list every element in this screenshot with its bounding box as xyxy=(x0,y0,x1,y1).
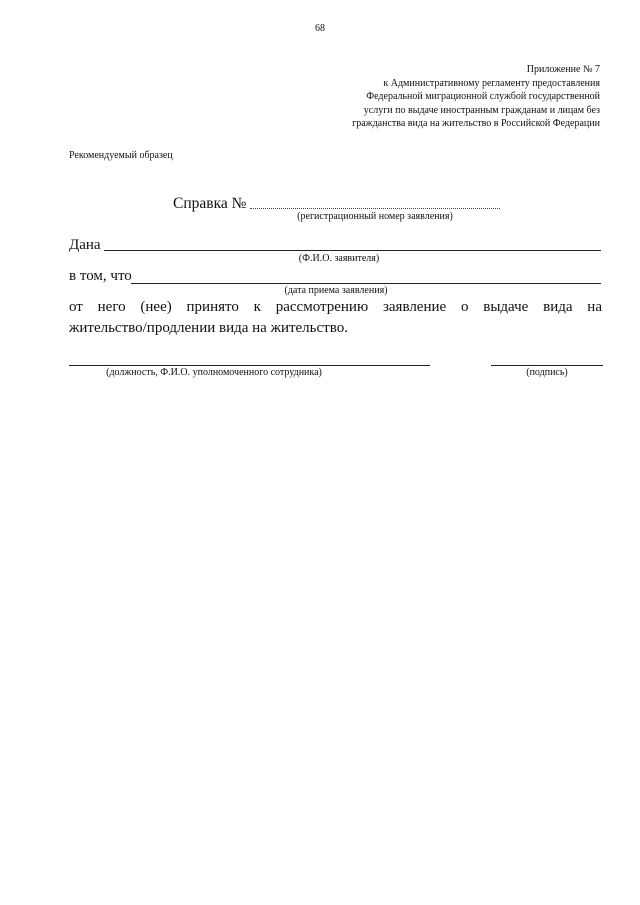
appendix-header xyxy=(280,63,600,131)
applicant-name-caption: (Ф.И.О. заявителя) xyxy=(298,253,380,264)
that-label: в том, что xyxy=(69,268,132,284)
given-label: Дана xyxy=(69,237,101,253)
application-date-caption: (дата приема заявления) xyxy=(284,285,388,296)
appendix-line: к Административному регламенту предоставления xyxy=(383,77,600,89)
body-line: от него (нее) принято к рассмотрению заявление о выдаче вида на xyxy=(69,299,602,315)
appendix-line: услуги по выдаче иностранным гражданам и лицам без xyxy=(363,104,600,116)
applicant-name-line xyxy=(104,250,601,251)
registration-number-caption: (регистрационный номер заявления) xyxy=(297,211,453,222)
officer-line xyxy=(69,365,430,366)
registration-number-line xyxy=(250,208,500,209)
signature-line xyxy=(491,365,603,366)
page-number: 68 xyxy=(315,23,325,34)
application-date-line xyxy=(131,283,601,284)
appendix-line: Федеральной миграционной службой государственной xyxy=(366,91,600,103)
appendix-line: Приложение № 7 xyxy=(526,64,600,75)
body-line: жительство/продлении вида на жительство. xyxy=(69,320,348,336)
certificate-title: Справка № xyxy=(173,195,247,212)
appendix-line: гражданства вида на жительство в Российской Федерации xyxy=(352,118,600,130)
signature-caption: (подпись) xyxy=(526,367,568,378)
officer-caption: (должность, Ф.И.О. уполномоченного сотрудника) xyxy=(106,367,322,378)
certificate-body xyxy=(69,297,602,339)
sample-label: Рекомендуемый образец xyxy=(69,150,173,161)
